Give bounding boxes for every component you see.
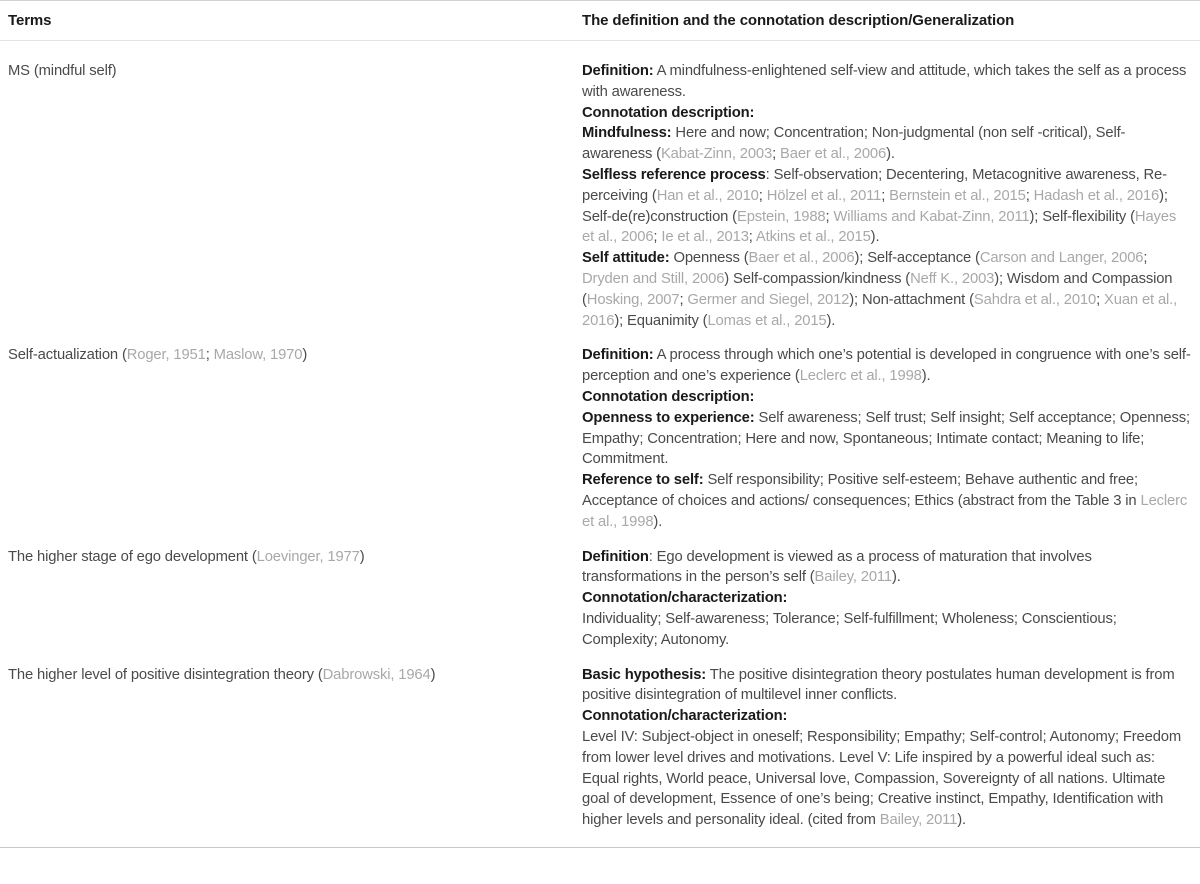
- characterization-block: [582, 609, 1192, 651]
- citation-link[interactable]: Hayes et al., 2006: [582, 208, 1177, 246]
- text-run: ); Wisdom and Compassion (: [582, 270, 1173, 308]
- bold-label: Reference to self:: [582, 472, 704, 489]
- citation-link[interactable]: Baer et al., 2006: [748, 250, 855, 267]
- bold-label: Connotation/characterization:: [582, 590, 788, 607]
- text-run: ).: [826, 312, 836, 329]
- text-run: A process through which one’s potential is developed in congruence with one’s self-perception and one’s experience (: [582, 347, 1191, 385]
- column-header-definition: The definition and the connotation description/Generalization: [582, 12, 1015, 29]
- text-run: ;: [1143, 250, 1148, 267]
- text-run: Individuality; Self-awareness; Tolerance; Self-fulfillment; Wholeness; Conscientious; Complexity; Autonomy.: [582, 610, 1117, 648]
- connotation-heading-block: [582, 588, 1192, 609]
- text-run: ).: [957, 812, 966, 829]
- definition-block: [582, 547, 1192, 589]
- citation-link[interactable]: Han et al., 2010: [656, 187, 759, 204]
- citation-link[interactable]: Dryden and Still, 2006: [582, 270, 725, 287]
- bold-label: Basic hypothesis:: [582, 666, 707, 683]
- bold-label: Connotation description:: [582, 104, 755, 121]
- selfless-reference-block: [582, 165, 1192, 248]
- mindfulness-block: [582, 123, 1192, 165]
- table-row-self-actualization: [8, 345, 1192, 532]
- bold-label: Connotation description:: [582, 388, 755, 405]
- text-run: ;: [1096, 291, 1105, 308]
- text-run: ): [302, 347, 308, 364]
- text-run: A mindfulness-enlightened self-view and attitude, which takes the self as a process with awareness.: [582, 63, 1187, 100]
- bold-label: Definition: [582, 548, 649, 565]
- text-run: ); Self-de(re)construction (: [582, 187, 1168, 225]
- self-attitude-block: [582, 248, 1192, 331]
- bold-label: Mindfulness:: [582, 125, 672, 142]
- citation-link[interactable]: Bernstein et al., 2015: [889, 187, 1026, 204]
- citation-link[interactable]: Hadash et al., 2016: [1033, 187, 1160, 204]
- citation-link[interactable]: Leclerc et al., 1998: [582, 492, 1188, 530]
- text-run: ): [359, 548, 365, 565]
- connotation-heading-block: [582, 706, 1192, 727]
- text-run: Self-actualization (: [8, 347, 127, 364]
- characterization-block: [582, 727, 1192, 831]
- citation-link[interactable]: Epstein, 1988: [736, 208, 826, 225]
- text-run: ;: [758, 187, 767, 204]
- text-run: Self responsibility; Positive self-esteem; Behave authentic and free; Acceptance of choices and actions/ consequences; Ethics (abstract from the Table 3 in: [582, 472, 1141, 509]
- text-run: ;: [679, 291, 688, 308]
- citation-link[interactable]: Atkins et al., 2015: [755, 229, 871, 246]
- citation-link[interactable]: Loevinger, 1977: [256, 548, 360, 565]
- connotation-heading-block: [582, 387, 1192, 408]
- term-cell: [8, 547, 582, 651]
- definition-cell: [582, 345, 1192, 532]
- bold-label: Connotation/characterization:: [582, 708, 788, 725]
- citation-link[interactable]: Maslow, 1970: [213, 347, 303, 364]
- citation-link[interactable]: Carson and Langer, 2006: [979, 250, 1144, 267]
- text-run: ): [430, 666, 436, 683]
- text-run: ); Self-acceptance (: [854, 250, 980, 267]
- text-run: ).: [870, 229, 880, 246]
- citation-link[interactable]: Xuan et al., 2016: [582, 291, 1178, 329]
- citation-link[interactable]: Lomas et al., 2015: [707, 312, 827, 329]
- text-run: ;: [205, 347, 214, 364]
- text-run: ;: [825, 208, 834, 225]
- reference-to-self-block: [582, 470, 1192, 532]
- bold-label: Definition:: [582, 63, 654, 79]
- text-run: : Ego development is viewed as a process of maturation that involves transformations in the person’s self (: [582, 548, 1092, 586]
- citation-link[interactable]: Kabat-Zinn, 2003: [660, 146, 773, 163]
- term-cell: [8, 665, 582, 831]
- text-run: ).: [921, 368, 931, 385]
- basic-hypothesis-block: [582, 665, 1192, 707]
- text-run: ).: [886, 146, 895, 163]
- openness-block: [582, 408, 1192, 470]
- citation-link[interactable]: Roger, 1951: [126, 347, 206, 364]
- citation-link[interactable]: Hosking, 2007: [586, 291, 680, 308]
- text-run: ;: [653, 229, 662, 246]
- citation-link[interactable]: Bailey, 2011: [879, 812, 958, 829]
- bold-label: Openness to experience:: [582, 409, 755, 426]
- table-row-positive-disintegration: [8, 665, 1192, 831]
- text-run: The higher level of positive disintegration theory (: [8, 666, 323, 683]
- bold-label: Definition:: [582, 347, 654, 364]
- citation-link[interactable]: Bailey, 2011: [814, 569, 892, 586]
- definition-cell: [582, 547, 1192, 651]
- definition-block: [582, 345, 1192, 387]
- text-run: MS (mindful self): [8, 63, 117, 79]
- text-run: ;: [881, 187, 890, 204]
- term-cell: [8, 345, 582, 532]
- table-header-row: [0, 1, 1200, 41]
- citation-link[interactable]: Dabrowski, 1964: [322, 666, 431, 683]
- text-run: Level IV: Subject-object in oneself; Responsibility; Empathy; Self-control; Autonomy; Freedom from lower level drives and motivations. Level V: Life inspired by a powerful ideal such as: Equal rights, World peace, Universal love, Compassion, Sovereignty of all nations. Ultimate goal of development, Essence of one’s being; Creative instinct, Empathy, Identification with higher levels and personality ideal. (cited from: [582, 728, 1182, 829]
- text-run: ); Non-attachment (: [849, 291, 974, 308]
- table-row-ego-development: [8, 547, 1192, 651]
- text-run: The higher stage of ego development (: [8, 548, 257, 565]
- text-run: ).: [653, 513, 663, 530]
- definition-cell: [582, 665, 1192, 831]
- text-run: : Self-observation; Decentering, Metacognitive awareness, Re-perceiving (: [582, 166, 1167, 204]
- citation-link[interactable]: Sahdra et al., 2010: [973, 291, 1097, 308]
- text-run: Openness (: [669, 250, 749, 267]
- bold-label: Selfless reference process: [582, 166, 766, 183]
- citation-link[interactable]: Williams and Kabat-Zinn, 2011: [833, 208, 1030, 225]
- text-run: ;: [748, 229, 756, 246]
- definition-cell: [582, 61, 1192, 331]
- text-run: The positive disintegration theory postulates human development is from positive disintegration of multilevel inner conflicts.: [582, 666, 1175, 704]
- column-header-terms: Terms: [8, 12, 52, 29]
- table-body: [0, 41, 1200, 847]
- text-run: Here and now; Concentration; Non-judgmental (non self -critical), Self-awareness (: [582, 125, 1126, 163]
- connotation-heading-block: [582, 103, 1192, 124]
- citation-link[interactable]: Baer et al., 2006: [780, 146, 887, 163]
- citation-link[interactable]: Neff K., 2003: [910, 270, 995, 287]
- table-row-mindful-self: [8, 61, 1192, 331]
- text-run: ;: [772, 146, 781, 163]
- text-run: ).: [892, 569, 901, 586]
- term-cell: [8, 61, 582, 331]
- citation-link[interactable]: Germer and Siegel, 2012: [687, 291, 850, 308]
- citation-link[interactable]: Hölzel et al., 2011: [766, 187, 882, 204]
- text-run: ) Self-compassion/kindness (: [724, 270, 911, 287]
- text-run: ); Self-flexibility (: [1029, 208, 1135, 225]
- citation-link[interactable]: Leclerc et al., 1998: [799, 368, 922, 385]
- text-run: ;: [1025, 187, 1034, 204]
- definition-block: [582, 61, 1192, 103]
- text-run: Self awareness; Self trust; Self insight; Self acceptance; Openness; Empathy; Concentration; Here and now, Spontaneous; Intimate contact; Meaning to life; Commitment.: [582, 409, 1190, 468]
- citation-link[interactable]: Ie et al., 2013: [661, 229, 749, 246]
- bold-label: Self attitude:: [582, 250, 670, 267]
- text-run: ); Equanimity (: [614, 312, 708, 329]
